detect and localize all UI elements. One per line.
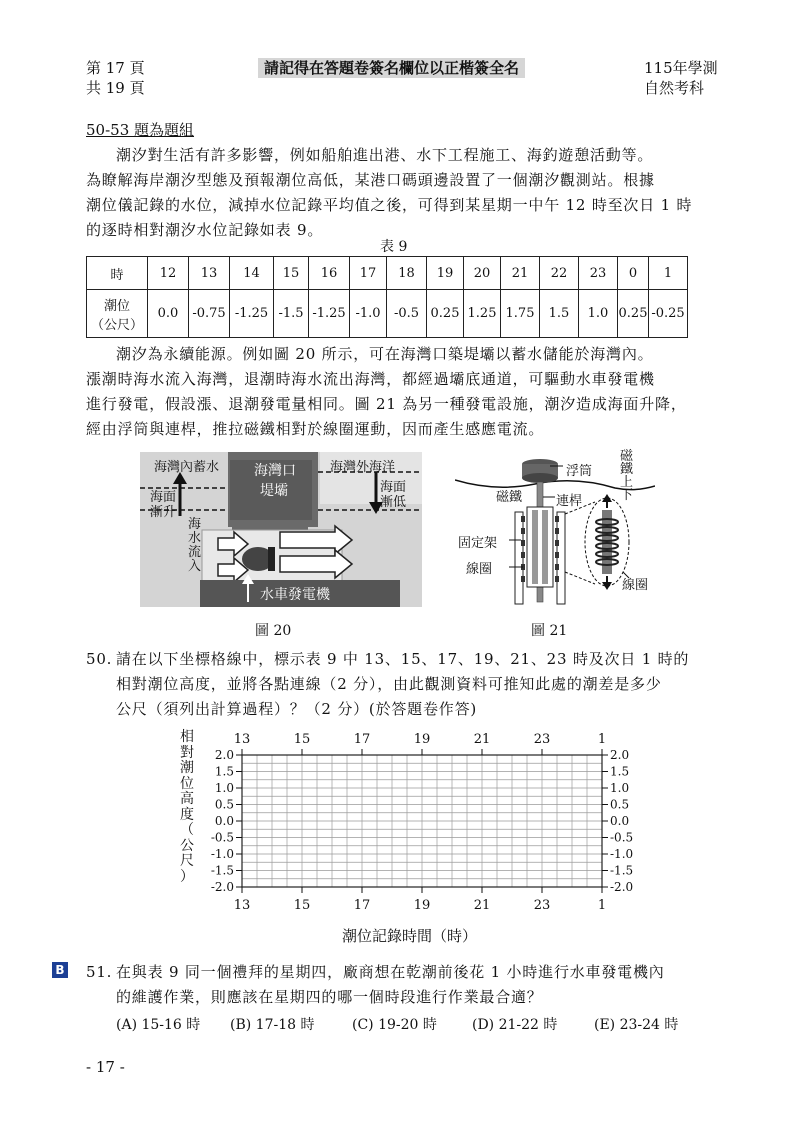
- hour-cell: 12: [148, 257, 189, 290]
- option-d[interactable]: (D) 21-22 時: [472, 1017, 558, 1033]
- float-label: 浮筒: [566, 464, 593, 479]
- ylabel-char: 潮: [180, 760, 194, 776]
- updown-char: 鐵: [620, 462, 634, 477]
- y-tick-label-right: 1.5: [610, 764, 630, 779]
- level-header-unit: （公尺）: [90, 317, 143, 333]
- level-cell: -0.75: [189, 290, 230, 338]
- rod-label: 連桿: [556, 494, 583, 509]
- level-cell: 0.25: [427, 290, 464, 338]
- y-tick-label-right: -0.5: [610, 830, 634, 845]
- intro-line: 的逐時相對潮汐水位記錄如表 9。: [86, 221, 324, 239]
- y-tick-label-right: 1.0: [610, 781, 630, 795]
- x-tick-label-top: 21: [473, 732, 491, 747]
- ylabel-char: 位: [180, 775, 194, 792]
- q50-line: 請在以下坐標格線中，標示表 9 中 13、15、17、19、21、23 時及次日 1 時的: [116, 650, 690, 668]
- ylabel-char: 度: [180, 806, 194, 823]
- x-tick-label-top: 17: [353, 732, 371, 747]
- hour-cell: 16: [309, 257, 350, 290]
- option-e[interactable]: (E) 23-24 時: [594, 1017, 679, 1033]
- hour-cell: 20: [464, 257, 501, 290]
- inner-bay-label: 海灣內蓄水: [154, 460, 220, 475]
- subject-name: 自然考科: [644, 79, 705, 97]
- x-tick-label-bottom: 21: [473, 898, 491, 913]
- y-tick-label-left: -1.0: [210, 847, 234, 861]
- y-tick-label-left: -2.0: [210, 880, 234, 894]
- x-tick-label-bottom: 13: [233, 898, 251, 913]
- intro-line: 為瞭解海岸潮汐型態及預報潮位高低，某港口碼頭邊設置了一個潮汐觀測站。根據: [86, 171, 655, 189]
- hour-cell: 23: [579, 257, 618, 290]
- x-tick-label-bottom: 15: [293, 898, 311, 913]
- y-tick-label-right: -1.5: [610, 863, 634, 878]
- grid-x-axis-title: 潮位記錄時間（時）: [342, 927, 478, 945]
- level-cell: -0.25: [649, 290, 688, 338]
- page-footer: - 17 -: [86, 1058, 125, 1076]
- flow-char: 海: [188, 517, 202, 532]
- q51-line: 的維護作業，則應該在星期四的哪一個時段進行作業最合適？: [116, 988, 543, 1006]
- x-tick-label-top: 1: [597, 732, 607, 747]
- y-tick-label-left: 0.0: [214, 814, 234, 828]
- question-group-title: 50-53 題為題組: [86, 121, 195, 139]
- q51-line: 在與表 9 同一個禮拜的星期四，廠商想在乾潮前後花 1 小時進行水車發電機內: [116, 963, 665, 981]
- x-tick-label-bottom: 17: [353, 898, 371, 913]
- y-tick-label-right: 2.0: [610, 748, 630, 762]
- x-tick-label-top: 19: [413, 732, 431, 747]
- level-cell: 1.0: [579, 290, 618, 338]
- hour-cell: 22: [540, 257, 579, 290]
- dam-label-bottom: 堤壩: [260, 483, 288, 499]
- ylabel-char: ）: [180, 868, 194, 885]
- table-caption: 表 9: [380, 239, 408, 255]
- ylabel-char: 高: [180, 791, 194, 807]
- hour-cell: 21: [501, 257, 540, 290]
- q51-text: [116, 960, 726, 1010]
- flow-char: 水: [188, 531, 202, 546]
- intro-paragraph: [86, 143, 726, 243]
- tide-table: [86, 256, 688, 338]
- q51-number: 51.: [86, 963, 113, 981]
- y-tick-label-right: 0.5: [610, 797, 630, 812]
- y-tick-label-right: -2.0: [610, 880, 634, 894]
- answer-grid: [200, 725, 650, 920]
- hour-cell: 18: [387, 257, 427, 290]
- outer-ocean-label: 海灣外海洋: [330, 460, 396, 475]
- hour-cell: 14: [230, 257, 274, 290]
- energy-paragraph: [86, 342, 726, 442]
- hour-cell: 13: [189, 257, 230, 290]
- updown-char: 上: [620, 475, 634, 490]
- grid-y-axis-title: [180, 730, 196, 885]
- option-c[interactable]: (C) 19-20 時: [352, 1017, 437, 1033]
- level-row: [87, 290, 688, 338]
- ylabel-char: 公: [180, 837, 194, 854]
- y-tick-label-left: -1.5: [210, 863, 234, 878]
- hour-cell: 0: [618, 257, 649, 290]
- coil-label-left: 線圈: [466, 562, 493, 577]
- page-total: 共 19 頁: [86, 79, 145, 97]
- ylabel-char: 相: [180, 729, 194, 745]
- fall-label-2: 漸低: [380, 495, 407, 510]
- level-cell: -1.25: [309, 290, 350, 338]
- ylabel-char: 對: [180, 744, 194, 761]
- hour-row: [87, 257, 688, 290]
- y-tick-label-left: 1.0: [214, 781, 234, 795]
- page-number: 第 17 頁: [86, 59, 145, 77]
- x-tick-label-top: 15: [293, 732, 311, 747]
- generator-label: 水車發電機: [260, 587, 330, 603]
- magnet-label: 磁鐵: [496, 490, 523, 505]
- level-header: [87, 290, 148, 338]
- x-tick-label-bottom: 1: [597, 898, 607, 913]
- level-cell: -1.5: [274, 290, 309, 338]
- intro-line: 潮汐對生活有許多影響，例如船舶進出港、水下工程施工、海釣遊憩活動等。: [116, 146, 654, 164]
- y-tick-label-left: 1.5: [214, 764, 234, 779]
- updown-char: 磁: [620, 449, 634, 464]
- coil-label-right: 線圈: [622, 578, 649, 593]
- q50-number: 50.: [86, 650, 113, 668]
- y-tick-label-right: 0.0: [610, 814, 630, 828]
- para-line: 漲潮時海水流入海灣，退潮時海水流出海灣，都經過壩底通道，可驅動水車發電機: [86, 370, 655, 388]
- para-line: 經由浮筒與連桿，推拉磁鐵相對於線圈運動，因而產生感應電流。: [86, 420, 545, 438]
- level-cell: -0.5: [387, 290, 427, 338]
- fall-label-1: 海面: [380, 480, 407, 495]
- hour-cell: 19: [427, 257, 464, 290]
- level-cell: 0.0: [148, 290, 189, 338]
- rise-label-2: 漸升: [150, 505, 177, 520]
- magnet-updown-label: [620, 450, 634, 502]
- rise-label-1: 海面: [150, 490, 177, 505]
- hour-cell: 17: [350, 257, 387, 290]
- dam-label-top: 海灣口: [254, 463, 296, 479]
- updown-char: 下: [620, 488, 634, 503]
- flow-char: 流: [188, 545, 202, 560]
- q50-text: [116, 647, 726, 722]
- hour-cell: 15: [274, 257, 309, 290]
- flow-char: 入: [188, 559, 202, 574]
- x-tick-label-top: 23: [533, 732, 551, 747]
- answer-badge: B: [52, 962, 68, 978]
- level-cell: 1.25: [464, 290, 501, 338]
- q50-line: 相對潮位高度，並將各點連線（2 分），由此觀測資料可推知此處的潮差是多少: [116, 675, 662, 693]
- level-cell: -1.25: [230, 290, 274, 338]
- y-tick-label-right: -1.0: [610, 847, 634, 861]
- x-tick-label-bottom: 23: [533, 898, 551, 913]
- fixed-frame-label: 固定架: [458, 536, 498, 551]
- y-tick-label-left: 2.0: [214, 748, 234, 762]
- seawater-inflow-label: [188, 518, 202, 574]
- figure-21-caption: 圖 21: [531, 623, 568, 639]
- para-line: 潮汐為永續能源。例如圖 20 所示，可在海灣口築堤壩以蓄水儲能於海灣內。: [116, 345, 654, 363]
- ylabel-char: 尺: [180, 853, 194, 869]
- y-tick-label-left: 0.5: [214, 797, 234, 812]
- ylabel-char: （: [180, 822, 194, 838]
- x-tick-label-top: 13: [233, 732, 251, 747]
- level-cell: 1.5: [540, 290, 579, 338]
- hour-cell: 1: [649, 257, 688, 290]
- level-cell: 0.25: [618, 290, 649, 338]
- x-tick-label-bottom: 19: [413, 898, 431, 913]
- level-header-line: 潮位: [103, 298, 130, 314]
- y-tick-label-left: -0.5: [210, 830, 234, 845]
- option-a[interactable]: (A) 15-16 時: [116, 1017, 201, 1033]
- q50-line: 公尺（須列出計算過程）？（2 分）(於答題卷作答): [116, 700, 478, 718]
- option-b[interactable]: (B) 17-18 時: [230, 1017, 315, 1033]
- intro-line: 潮位儀記錄的水位，減掉水位記錄平均值之後，可得到某星期一中午 12 時至次日 1 時: [86, 196, 693, 214]
- level-cell: 1.75: [501, 290, 540, 338]
- hour-header: 時: [87, 257, 148, 290]
- level-cell: -1.0: [350, 290, 387, 338]
- para-line: 進行發電，假設漲、退潮發電量相同。圖 21 為另一種發電設施，潮汐造成海面升降，: [86, 395, 687, 413]
- exam-name: 115年學測: [644, 59, 718, 77]
- figure-20-caption: 圖 20: [255, 623, 292, 639]
- signature-reminder-banner: 請記得在答題卷簽名欄位以正楷簽全名: [258, 58, 525, 78]
